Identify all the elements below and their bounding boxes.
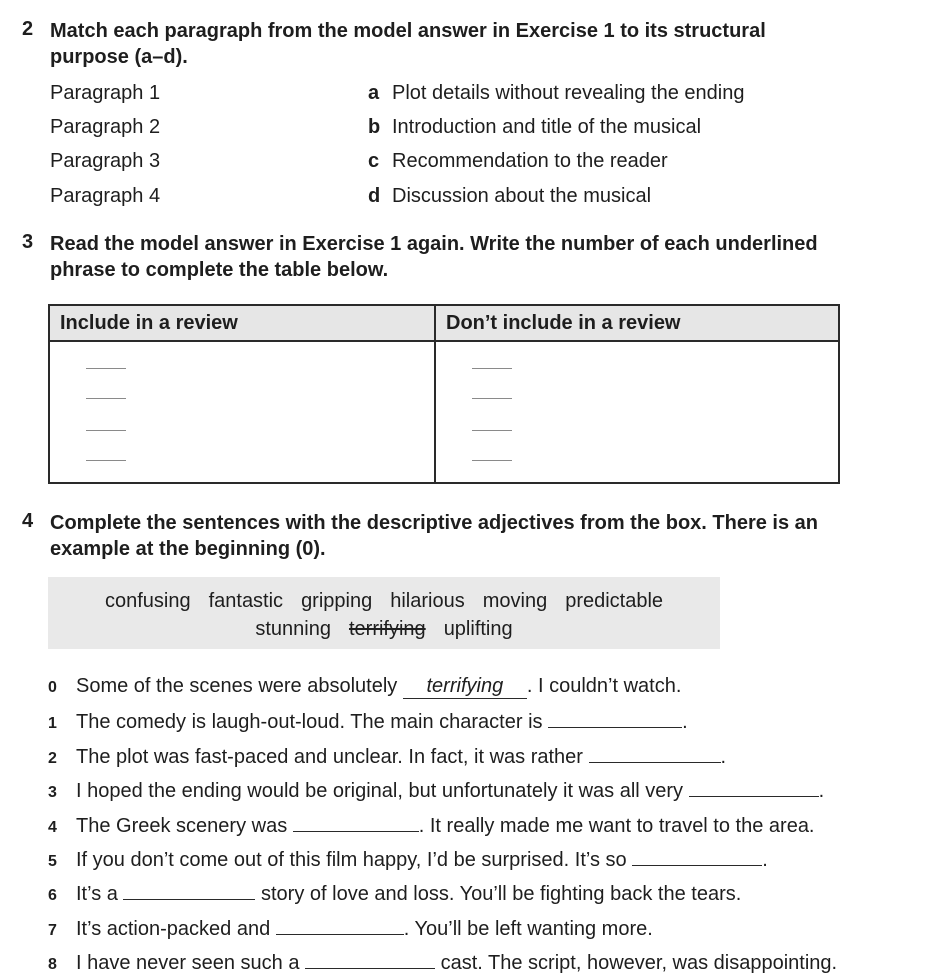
answer-blank[interactable] [123,881,255,900]
exercise-4-instruction-line-2: example at the beginning (0). [50,538,326,560]
paragraph-label: Paragraph 1 [50,82,161,104]
answer-blank[interactable] [632,847,762,866]
word-box-item: hilarious [390,590,465,612]
answer-blank[interactable] [276,916,404,935]
sentence-text-after: . [682,711,688,733]
example-answer: terrifying [403,675,527,699]
sentence-number: 8 [48,956,57,973]
dont-include-cell[interactable] [435,341,839,483]
answer-blank[interactable] [86,430,126,431]
answer-blank[interactable] [86,398,126,399]
sentence-text-before: It’s action-packed and [76,918,276,940]
word-box [48,577,720,649]
sentence-item [48,881,741,906]
sentence-text-after: . You’ll be left wanting more. [403,918,653,940]
word-box-item: gripping [301,590,373,612]
sentence-text-before: The Greek scenery was [76,815,293,837]
sentence-text-after: story of love and loss. You’ll be fighting back the tears. [255,883,742,905]
purpose-letter: d [368,185,381,207]
sentence-number: 5 [48,853,57,870]
answer-blank[interactable] [548,709,682,728]
purpose-item [368,116,701,139]
sentence-item [48,847,768,872]
column-header-dont-include: Don’t include in a review [435,305,839,341]
exercise-3-number: 3 [22,231,34,253]
purpose-item [368,150,668,173]
sentence-number: 2 [48,750,57,767]
sentence-text-before: The comedy is laugh-out-loud. The main character is [76,711,549,733]
sentence-number: 4 [48,819,57,836]
word-box-item: fantastic [208,590,284,612]
purpose-text: Plot details without revealing the ending [392,82,745,104]
sentence-item [48,778,824,803]
paragraph-label: Paragraph 3 [50,150,161,172]
sentence-number: 1 [48,715,57,732]
exercise-4-number: 4 [22,510,34,532]
exercise-3-instruction [50,231,818,283]
purpose-text: Discussion about the musical [392,185,652,207]
answer-blank[interactable] [305,950,435,969]
paragraph-label: Paragraph 2 [50,116,161,138]
answer-blank[interactable] [293,813,419,832]
answer-blank[interactable] [472,430,512,431]
sentence-text-before: It’s a [76,883,124,905]
purpose-text: Recommendation to the reader [392,150,668,172]
answer-blank[interactable] [589,744,721,763]
sentence-number: 6 [48,887,57,904]
sentence-text-after: . I couldn’t watch. [526,675,682,697]
sentence-item [48,709,688,734]
paragraph-label: Paragraph 4 [50,185,161,207]
review-table [48,304,840,484]
include-cell[interactable] [49,341,435,483]
answer-blank[interactable] [689,778,819,797]
purpose-item [368,82,744,105]
purpose-letter: b [368,116,381,138]
answer-blank[interactable] [86,368,126,369]
exercise-2-instruction [50,18,766,70]
word-box-item: moving [482,590,548,612]
sentence-text-before: The plot was fast-paced and unclear. In fact, it was rather [76,746,589,768]
exercise-3-instruction-line-2: phrase to complete the table below. [50,259,389,281]
sentence-item [48,916,653,941]
answer-blank[interactable] [472,398,512,399]
exercise-3-instruction-line-1: Read the model answer in Exercise 1 again. Write the number of each underlined [50,233,818,255]
sentence-text-after: . It really made me want to travel to the area. [418,815,815,837]
word-box-item: uplifting [443,618,513,640]
sentence-item [48,950,837,975]
word-box-line-2 [48,618,720,641]
sentence-number: 0 [48,679,57,696]
exercise-2-instruction-line-2: purpose (a–d). [50,46,188,68]
answer-blank[interactable] [86,460,126,461]
sentence-number: 7 [48,922,57,939]
sentence-text-before: I have never seen such a [76,952,306,974]
word-box-item: predictable [565,590,664,612]
purpose-letter: a [368,82,380,104]
answer-blank[interactable] [472,460,512,461]
answer-blank[interactable] [472,368,512,369]
sentence-text-after: . [762,849,768,871]
sentence-text-before: If you don’t come out of this film happy, I’d be surprised. It’s so [76,849,633,871]
word-box-item-used: terrifying [348,618,426,640]
purpose-letter: c [368,150,380,172]
sentence-item [48,813,815,838]
purpose-item [368,185,651,208]
word-box-item: stunning [255,618,331,640]
exercise-4-instruction-line-1: Complete the sentences with the descriptive adjectives from the box. There is an [50,512,818,534]
column-header-include: Include in a review [49,305,435,341]
exercise-2-instruction-line-1: Match each paragraph from the model answer in Exercise 1 to its structural [50,20,766,42]
sentence-text-before: I hoped the ending would be original, but unfortunately it was all very [76,780,689,802]
sentence-text-after: cast. The script, however, was disappointing. [435,952,838,974]
purpose-text: Introduction and title of the musical [392,116,702,138]
sentence-item [48,744,726,769]
exercise-4-instruction [50,510,818,562]
sentence-text-after: . [720,746,727,768]
exercise-2-number: 2 [22,18,34,40]
sentence-text-before: Some of the scenes were absolutely [76,675,403,697]
sentence-item [48,675,681,699]
word-box-item: confusing [104,590,191,612]
sentence-number: 3 [48,784,57,801]
word-box-line-1 [48,590,720,613]
sentence-text-after: . [818,780,825,802]
